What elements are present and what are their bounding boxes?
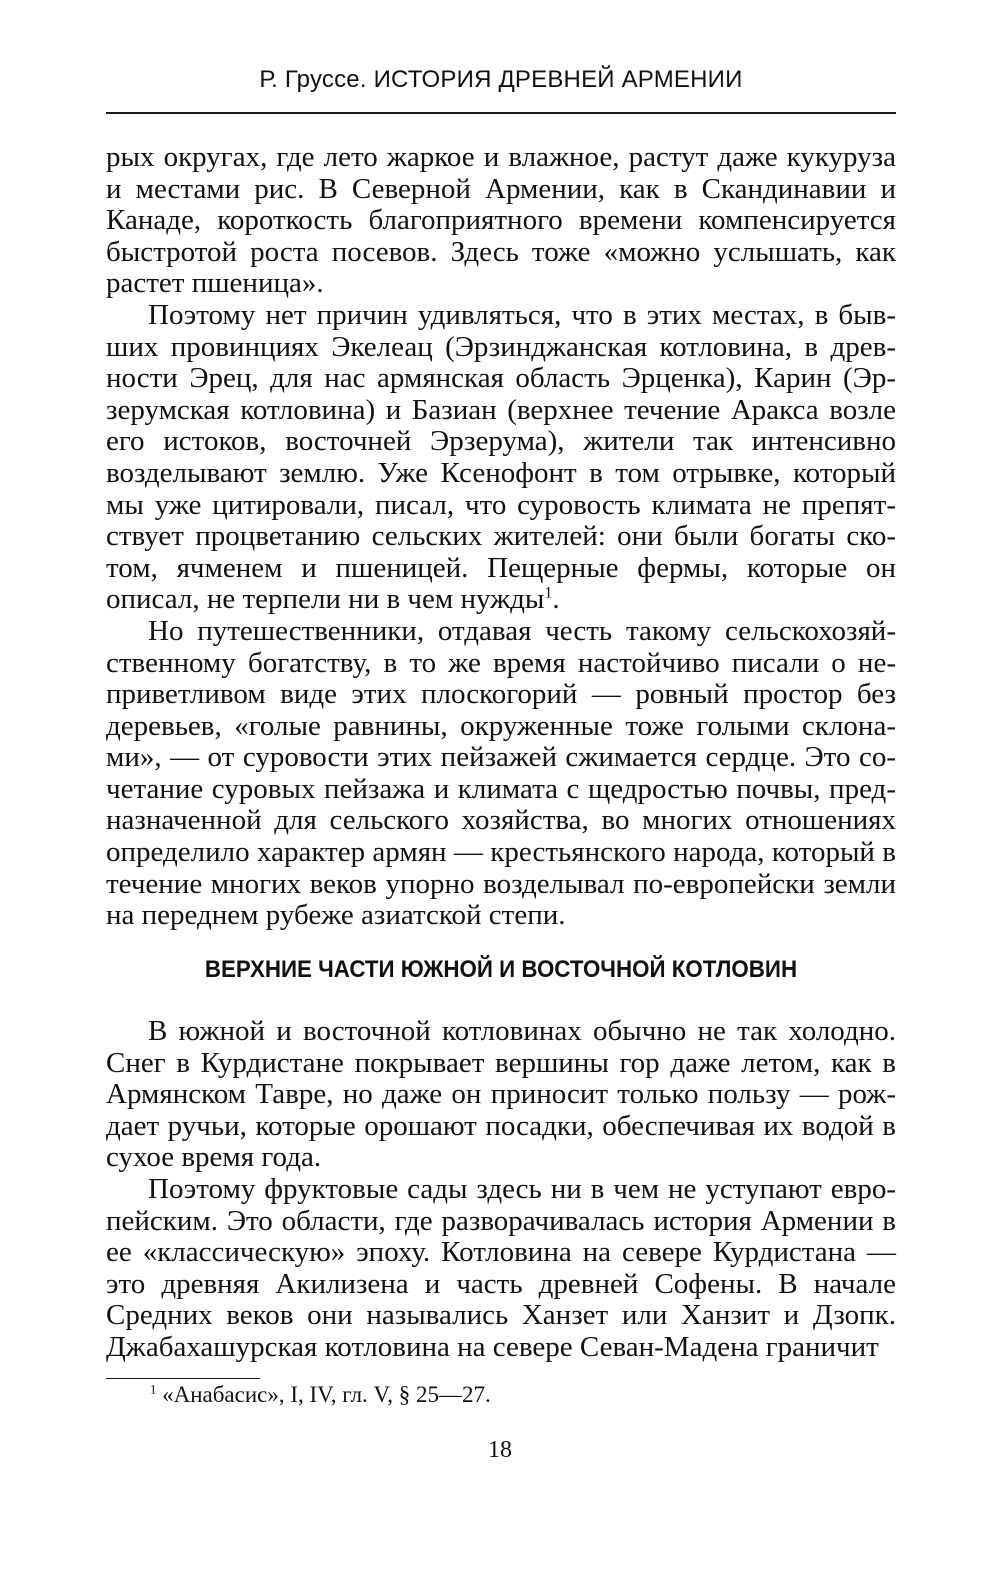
paragraph-travellers: Но путешественники, отдавая честь такому сельскохозяйственному богатству, в то же время настойчиво писали о неприветливом виде этих плоскогорий — ровный простор без деревьев, «голые равнины, окруженные тоже голыми склонами», — от суровости этих пейзажей сжимается сердце. Это сочетание суровых пейзажа и климата с щедростью почвы, предназначенной для сельского хозяйства, во многих отношениях определило характер армян — крестьянского народа, который в течение многих веков упорно возделывал по-европейски земли на переднем рубеже азиатской степи. (106, 614, 896, 932)
paragraph-ekeleats: Поэтому нет причин удивляться, что в этих местах, в бывших провинциях Экелеац (Эрзинджанская котловина, в древности Эрец, для нас армянская область Эрценка), Карин (Эрзерумская котловина) и Базиан (верхнее течение Аракса возле его истоков, восточней Эрзерума), жители так интенсивно возделывают землю. Уже Ксенофонт в том отрывке, который мы уже цитировали, писал, что суровость климата не препятствует процветанию сельских жителей: они были богаты скотом, ячменем и пшеницей. Пещерные фермы, которые он описал, не терпели ни в чем нужды$^1$. (106, 298, 896, 616)
paragraph-orchards: Поэтому фруктовые сады здесь ни в чем не уступают европейским. Это области, где разворачивалась история Армении в ее «классическую» эпоху. Котловина на севере Курдистана — это древняя Акилизена и часть древней Софены. В начале Средних веков они назывались Ханзет или Ханзит и Дзопк. Джабахашурская котловина на севере Севан-Мадена граничит (106, 1172, 896, 1363)
footnote (150, 1382, 491, 1408)
page-number: 18 (488, 1437, 512, 1463)
body-text-upper (106, 142, 896, 932)
paragraph-ekeleats-text: Поэтому нет причин удивляться, что в этих местах, в бывших провинциях Экелеац (Эрзинджанская котловина, в древности Эрец, для нас армянская область Эрценка), Карин (Эрзерумская котловина) и Базиан (верхнее течение Аракса возле его истоков, восточней Эрзерума), жители так интенсивно возделывают землю. Уже Ксенофонт в том отрывке, который мы уже цитировали, писал, что суровость климата не препятствует процветанию сельских жителей: они были богаты скотом, ячменем и пшеницей. Пещерные фермы, которые он описал, не терпели ни в чем нужды (106, 298, 896, 616)
footnote-rule (106, 1378, 260, 1379)
body-text-lower (106, 1016, 896, 1364)
footnote-marker: 1 (150, 1382, 157, 1397)
paragraph-continued: рых округах, где лето жаркое и влажное, растут даже кукуруза и местами рис. В Северной Армении, как в Скандинавии и Канаде, короткость благоприятного времени компенсируется быстротой роста посевов. Здесь тоже «можно услышать, как растет пшеница». (106, 141, 896, 300)
paragraph-south-east: В южной и восточной котловинах обычно не так холодно. Снег в Курдистане покрывает вершины гор даже летом, как в Армянском Тавре, но даже он приносит только пользу — рождает ручьи, которые орошают посадки, обеспечивая их водой в сухое время года. (106, 1015, 896, 1174)
running-header: Р. Груссе. ИСТОРИЯ ДРЕВНЕЙ АРМЕНИИ (259, 66, 743, 93)
section-heading: ВЕРХНИЕ ЧАСТИ ЮЖНОЙ И ВОСТОЧНОЙ КОТЛОВИН (204, 956, 798, 983)
footnote-text: «Анабасис», I, IV, гл. V, § 25—27. (162, 1382, 491, 1407)
footnote-reference: 1 (544, 584, 553, 602)
header-rule (106, 112, 896, 114)
